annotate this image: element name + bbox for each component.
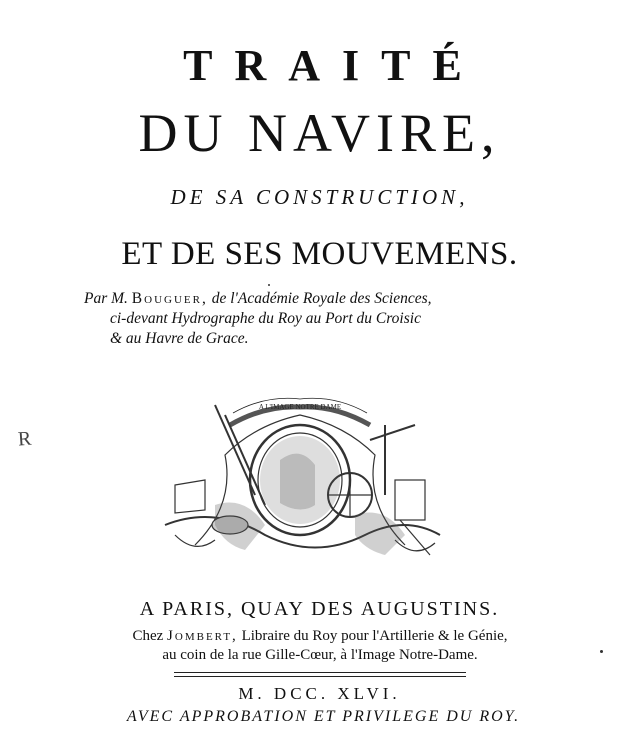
author-line-1 [84, 289, 554, 309]
paper-speck [600, 650, 603, 653]
author-line-3: & au Havre de Grace. [110, 330, 249, 347]
imprint-chez: Chez [132, 628, 164, 644]
imprint-date: M. DCC. XLVI. [238, 684, 401, 703]
author-line-2: ci-devant Hydrographe du Roy au Port du Croisic [110, 310, 421, 327]
imprint-printer-name: Jombert, [167, 628, 238, 644]
vignette-ribbon-text: A L'IMAGE NOTRE DAME [258, 403, 342, 411]
subtitle-line-1: DE SA CONSTRUCTION, [170, 185, 469, 209]
double-rule-top [174, 672, 466, 673]
imprint-privilege: AVEC APPROBATION ET PRIVILEGE DU ROY. [126, 708, 521, 725]
title-line-2: DU NAVIRE, [138, 103, 501, 163]
subtitle-line-2: ET DE SES MOUVEMENS. [121, 236, 518, 272]
paper-speck [268, 284, 270, 286]
margin-pencil-mark: R [17, 427, 33, 451]
double-rule-bottom [174, 676, 466, 677]
imprint-place: A PARIS, QUAY DES AUGUSTINS. [139, 598, 500, 620]
printer-vignette-engraving [155, 385, 445, 573]
imprint-printer-block [70, 627, 570, 665]
author-block [84, 289, 554, 349]
title-line-1: TRAITÉ [183, 41, 484, 90]
author-par: Par M. [84, 290, 128, 307]
imprint-address: au coin de la rue Gille-Cœur, à l'Image Notre-Dame. [162, 647, 478, 663]
author-name: Bouguer, [131, 290, 208, 307]
imprint-printer-rest: Libraire du Roy pour l'Artillerie & le Génie, [241, 628, 508, 644]
imprint-printer-line [70, 627, 570, 646]
author-affiliation: de l'Académie Royale des Sciences, [211, 290, 432, 307]
